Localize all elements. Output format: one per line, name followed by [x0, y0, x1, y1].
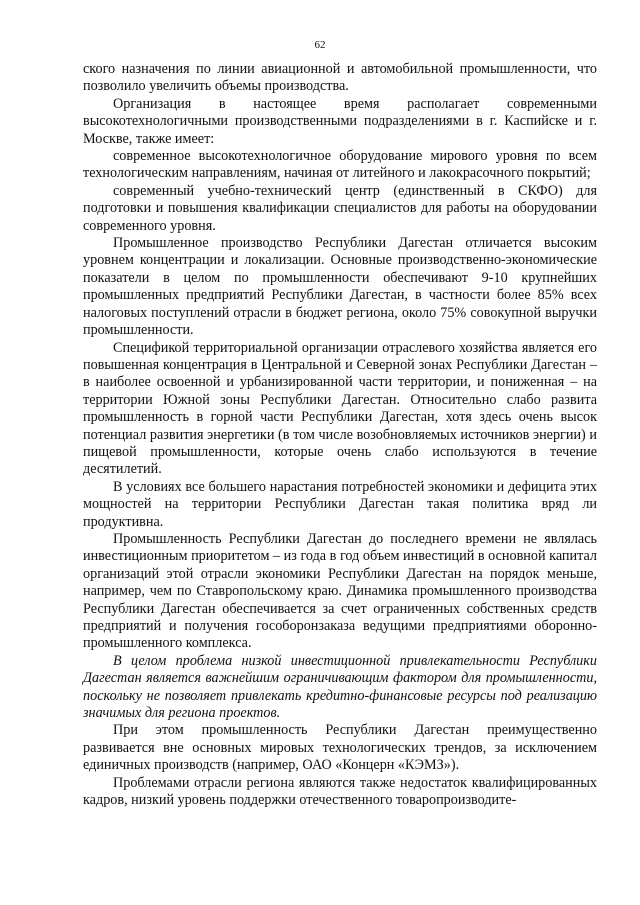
- paragraph-continuation: ского назначения по линии авиационной и автомобильной промышленности, что позволило увеличить объемы производства.: [83, 61, 597, 95]
- paragraph-policy: В условиях все большего нарастания потребностей экономики и дефицита этих мощностей на территории Республики Дагестан такая политика вряд ли продуктивна.: [83, 478, 597, 530]
- paragraph-training-center: современный учебно-технический центр (единственный в СКФО) для подготовки и повышения квалификации специалистов для работы на оборудовании современного уровня.: [83, 182, 597, 234]
- paragraph-technology-trends: При этом промышленность Республики Дагестан преимущественно развивается вне основных мировых технологических трендов, за исключением единичных производств (например, ОАО «Концерн «КЭМЗ»).: [83, 722, 597, 774]
- page-number: 62: [314, 39, 326, 51]
- paragraph-industry-problems: Проблемами отрасли региона являются также недостаток квалифицированных кадров, низкий уровень поддержки отечественного товаропроизводите-: [83, 774, 597, 809]
- paragraph-organization-facilities: Организация в настоящее время располагает современными высокотехнологичными производственными подразделениями в г. Каспийске и г. Москве, также имеет:: [83, 95, 597, 147]
- paragraph-investment-priority: Промышленность Республики Дагестан до последнего времени не являлась инвестиционным приоритетом – из года в год объем инвестиций в основной капитал организаций этой отрасли экономики Республики Дагестан на порядок меньше, например, чем по Ставропольскому краю. Динамика промышленного производства Республики Дагестан обеспечивается за счет ограниченных собственных средств предприятий и получения гособоронзаказа ведущими предприятиями оборонно-промышленного комплекса.: [83, 530, 597, 652]
- document-body: [83, 61, 597, 809]
- paragraph-industry-concentration: Промышленное производство Республики Дагестан отличается высоким уровнем концентрации и локализации. Основные производственно-экономические показатели в целом по промышленности обеспечивают 9-10 крупнейших промышленных предприятий Республики Дагестан, в частности более 85% всех налоговых поступлений отрасли в бюджет региона, около 75% совокупной выручки промышленности.: [83, 235, 597, 339]
- paragraph-equipment: современное высокотехнологичное оборудование мирового уровня по всем технологическим направлениям, начиная от литейного и лакокрасочного покрытий;: [83, 148, 597, 182]
- paragraph-territorial-specifics: Спецификой территориальной организации отраслевого хозяйства является его повышенная концентрация в Центральной и Северной зонах Республики Дагестан – в наиболее освоенной и урбанизированной части территории, и пониженная – на территории Южной зоны Республики Дагестан. Относительно слабо развита промышленность в горной части Республики Дагестан, хотя здесь очень высок потенциал развития энергетики (в том числе возобновляемых источников энергии) и пищевой промышленности, которые очень слабо используются в течение десятилетий.: [83, 339, 597, 478]
- paragraph-investment-problem: В целом проблема низкой инвестиционной привлекательности Республики Дагестан является важнейшим ограничивающим фактором для промышленности, поскольку не позволяет привлекать кредитно-финансовые ресурсы под реализацию значимых для региона проектов.: [83, 652, 597, 722]
